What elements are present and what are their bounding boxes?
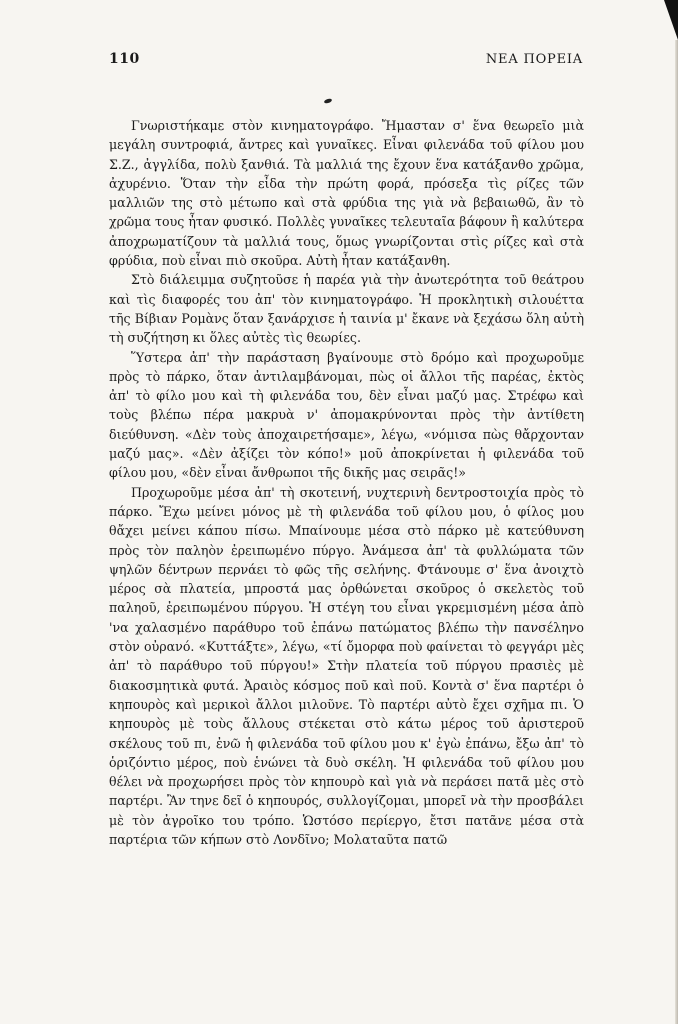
- paragraph-1: Γνωριστήκαμε στὸν κινηματογράφο. Ἤμασταν σ' ἕνα θεωρεῖο μιὰ μεγάλη συντροφιά, ἄντρες καὶ γυναῖκες. Εἶναι φιλενάδα τοῦ φίλου μου Σ.Ζ., ἀγγλίδα, πολὺ ξανθιά. Τὰ μαλλιά της ἔχουν ἕνα κατάξανθο χρῶμα, ἀχυρένιο. Ὅταν τὴν εἶδα τὴν πρώτη φορά, πρόσεξα τὶς ρίζες τῶν μαλλιῶν της στὸ μέτωπο καὶ στὰ φρύδια της γιὰ νὰ βεβαιωθῶ, ἂν τὸ χρῶμα τους ἦταν φυσικό. Πολλὲς γυναῖκες τελευταῖα βάφουν ἢ καλύτερα ἀποχρωματίζουν τὰ μαλλιά τους, ὅμως γνωρίζονται στὶς ρίζες καὶ στὰ φρύδια, ποὺ εἶναι πιὸ σκοῦρα. Αὐτὴ ἦταν κατάξανθη.: [109, 118, 584, 269]
- scan-corner-mark: [664, 0, 678, 40]
- paragraph-2: Στὸ διάλειμμα συζητοῦσε ἡ παρέα γιὰ τὴν ἀνωτερότητα τοῦ θεάτρου καὶ τὶς διαφορές του ἀπ' τὸν κινηματογράφο. Ἡ προκλητικὴ σιλουέττα τῆς Βίβιαν Ρομὰνς ὅταν ξανάρχισε ἡ ταινία μ' ἔκανε νὰ ξεχάσω ὅλη αὐτὴ τὴ συζήτηση κι ὅλες αὐτὲς τὶς θεωρίες.: [109, 272, 584, 346]
- page-number: 110: [109, 51, 140, 67]
- body-text: [109, 116, 584, 849]
- running-head-title: ΝΕΑ ΠΟΡΕΙΑ: [485, 52, 583, 67]
- paragraph-3: Ὕστερα ἀπ' τὴν παράσταση βγαίνουμε στὸ δρόμο καὶ προχωροῦμε πρὸς τὸ πάρκο, ὅταν ἀντιλαμβάνομαι, πὼς οἱ ἄλλοι τῆς παρέας, ἐκτὸς ἀπ' τὸ φίλο μου καὶ τὴ φιλενάδα του, δὲν εἶναι μαζύ μας. Στρέφω καὶ τοὺς βλέπω πέρα μακρυὰ ν' ἀπομακρύνονται πρὸς τὴν ἀντίθετη διεύθυνση. «Δὲν τοὺς ἀποχαιρετήσαμε», λέγω, «νόμισα πὼς θἄρχονταν μαζύ μας». «Δὲν ἀξίζει τὸν κόπο!» μοῦ ἀποκρίνεται ἡ φιλενάδα τοῦ φίλου μου, «δὲν εἶναι ἄνθρωποι τῆς δικῆς μας σειρᾶς!»: [109, 349, 584, 481]
- ornament-mark: [324, 98, 333, 104]
- paragraph-4: Προχωροῦμε μέσα ἀπ' τὴ σκοτεινή, νυχτερινὴ δεντροστοιχία πρὸς τὸ πάρκο. Ἔχω μείνει μόνος μὲ τὴ φιλενάδα τοῦ φίλου μου, ὁ φίλος μου θἄχει μείνει κάπου πίσω. Μπαίνουμε μέσα στὸ πάρκο μὲ κατεύθυνση πρὸς τὸν παληὸν ἐρειπωμένο πύργο. Ἀνάμεσα ἀπ' τὰ φυλλώματα τῶν ψηλῶν δέντρων περνάει τὸ φῶς τῆς σελήνης. Φτάνουμε σ' ἕνα ἀνοιχτὸ μέρος σὰ πλατεία, μπροστά μας ὀρθώνεται σκοῦρος ὁ σκελετὸς τοῦ παληοῦ, ἐρειπωμένου πύργου. Ἡ στέγη του εἶναι γκρεμισμένη μέσα ἀπὸ 'να χαλασμένο παράθυρο τοῦ ἐπάνω πατώματος βλέπω τὴν πανσέληνο στὸν οὐρανό. «Κυττάξτε», λέγω, «τί ὄμορφα ποὺ φαίνεται τὸ φεγγάρι μὲς ἀπ' τὸ παράθυρο τοῦ πύργου!» Στὴν πλατεία τοῦ πύργου πρασιὲς μὲ διακοσμητικὰ φυτά. Ἀραιὸς κόσμος ποῦ καὶ ποῦ. Κοντὰ σ' ἕνα παρτέρι ὁ κηπουρὸς καὶ μερικοὶ ἄλλοι μιλοῦνε. Τὸ παρτέρι αὐτὸ ἔχει σχῆμα πι. Ὁ κηπουρὸς μὲ τοὺς ἄλλους στέκεται στὸ κάτω μέρος τοῦ ἀριστεροῦ σκέλους τοῦ πι, ἐνῶ ἡ φιλενάδα τοῦ φίλου μου κ' ἐγὼ ἐπάνω, ἔξω ἀπ' τὸ ὁριζόντιο μέρος, ποὺ ἑνώνει τὰ δυὸ σκέλη. Ἡ φιλενάδα τοῦ φίλου μου θέλει νὰ προχωρήσει πρὸς τὸν κηπουρὸ καὶ γιὰ νὰ περάσει πατᾶ μὲς στὸ παρτέρι. Ἂν τηνε δεῖ ὁ κηπουρός, συλλογίζομαι, μπορεῖ νὰ τὴν προσβάλει μὲ τὸν ἀγροῖκο του τρόπο. Ὡστόσο περίεργο, ἔτσι πατᾶνε μέσα στὰ παρτέρια τῶν κήπων στὸ Λονδῖνο; Μολαταῦτα πατῶ: [109, 484, 584, 847]
